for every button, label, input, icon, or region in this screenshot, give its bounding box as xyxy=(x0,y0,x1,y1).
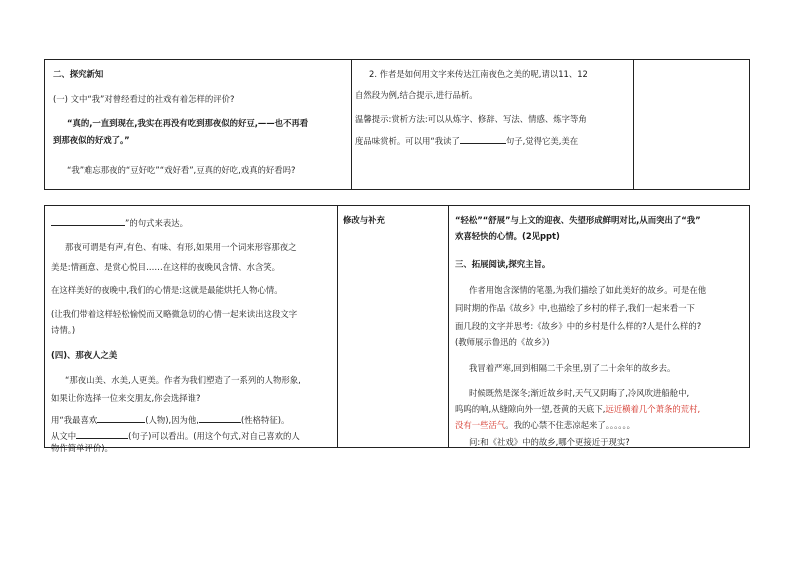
bottom-divider-2 xyxy=(448,206,449,447)
fill-blank-sentence[interactable] xyxy=(460,134,506,144)
fill-blank-sentence-evidence[interactable] xyxy=(76,429,128,439)
quote-line-1: “真的,一直到现在,我实在再没有吃到那夜似的好豆,——也不再看 xyxy=(67,118,309,128)
tip-line-1: 温馨提示:赏析方法:可以从炼字、修辞、写法、情感、炼字等角 xyxy=(355,114,587,124)
hometown-quote-2-l3-text: 。我的心禁不住悲凉起来了。。。。。。 xyxy=(505,420,636,430)
quote-line-2: 到那夜似的好戏了。” xyxy=(53,135,130,145)
evidence-text: (句子)可以看出。(用这个句式,对自己喜欢的人 xyxy=(128,431,300,441)
highlight-desolate-villages: 远近横着几个萧条的荒村, xyxy=(605,404,701,414)
extended-p1-l3: 面几段的文字并思考:《故乡》中的乡村是什么样的?人是什么样的? xyxy=(455,321,702,331)
highlight-no-life: 没有一些活气 xyxy=(455,420,506,430)
extended-p1-l4: (教师展示鲁迅的《故乡》) xyxy=(455,337,550,347)
contrast-line-2: 欢喜轻快的心情。(2见ppt) xyxy=(455,231,560,241)
hometown-quote-2-l2 xyxy=(455,403,700,415)
bottom-table xyxy=(44,205,750,453)
fill-blank-pattern[interactable] xyxy=(51,216,125,226)
favorite-person-mid: (人物),因为他, xyxy=(145,415,199,425)
favorite-person-prefix: 用“我最喜欢 xyxy=(51,415,98,425)
section-heading-explore: 二、探究新知 xyxy=(53,69,104,79)
evidence-line xyxy=(51,429,300,442)
night-beauty-p1-l2: 美是:情画意、是赏心悦目……在这样的夜晚风含情、水含笑。 xyxy=(51,262,280,272)
top-divider-1 xyxy=(351,60,352,189)
contrast-line-1: “轻松”“舒展”与上文的迎夜、失望形成鲜明对比,从而突出了“我” xyxy=(455,215,701,225)
question-1: (一) 文中“我”对曾经看过的社戏有着怎样的评价? xyxy=(53,94,235,104)
tip-line-2-tail: 句子,觉得它美,美在 xyxy=(505,136,579,146)
night-beauty-p1-l1: 那夜可谓是有声,有色、有味、有形,如果用一个词来形容那夜之 xyxy=(65,242,297,252)
sentence-pattern-line xyxy=(51,216,188,229)
extended-p1-l2: 同时期的作品《故乡》中,也描绘了乡村的样子,我们一起来看一下 xyxy=(455,303,695,313)
mood-sentence: 在这样美好的夜晚中,我们的心情是:这就是最能烘托人物心情。 xyxy=(51,285,283,295)
evidence-line-2: 物作简单评价)。 xyxy=(51,443,113,453)
final-question: 问:和《社戏》中的故乡,哪个更接近于现实? xyxy=(469,437,630,447)
fill-blank-person[interactable] xyxy=(97,413,145,423)
sentence-pattern-text: ”的句式来表达。 xyxy=(125,218,188,228)
task-2-line-2: 自然段为例,结合提示,进行品析。 xyxy=(355,90,478,100)
question-2: “我”难忘那夜的“豆好吃”“戏好看”,豆真的好吃,戏真的好看吗? xyxy=(67,165,296,175)
evidence-prefix: 从文中 xyxy=(51,431,77,441)
reading-instruction-l2: 诗情。) xyxy=(51,325,76,335)
top-table xyxy=(44,59,750,190)
section-heading-people: (四)、那夜人之美 xyxy=(51,350,118,360)
fill-blank-trait[interactable] xyxy=(199,413,241,423)
people-p-l1: “那夜山美、水美,人更美。作者为我们塑造了一系列的人物形象, xyxy=(65,375,301,385)
favorite-person-line xyxy=(51,413,289,426)
hometown-quote-2-l3 xyxy=(455,419,635,431)
bottom-divider-1 xyxy=(337,206,338,447)
hometown-quote-1: 我冒着严寒,回到相隔二千余里,别了二十余年的故乡去。 xyxy=(469,363,676,373)
reading-instruction-l1: (让我们带着这样轻松愉悦而又略微急切的心情一起来读出这段文字 xyxy=(51,309,298,319)
task-2-line-1: 2. 作者是如何用文字来传达江南夜色之美的呢,请以11、12 xyxy=(369,69,588,79)
revise-supplement-title: 修改与补充 xyxy=(343,215,385,225)
tip-line-2-text: 度品味赏析。可以用“我读了 xyxy=(355,136,460,146)
top-divider-2 xyxy=(633,60,634,189)
tip-line-2 xyxy=(355,134,578,147)
extended-p1-l1: 作者用饱含深情的笔墨,为我们描绘了如此美好的故乡。可是在他 xyxy=(469,285,707,295)
people-p-l2: 如果让你选择一位来交朋友,你会选择谁? xyxy=(51,393,201,403)
hometown-quote-2-l2-text: 呜呜的响,从缝隙向外一望,苍黄的天底下, xyxy=(455,404,606,414)
favorite-person-suffix: (性格特征)。 xyxy=(240,415,290,425)
section-heading-extended: 三、拓展阅读,探究主旨。 xyxy=(455,259,551,269)
hometown-quote-2-l1: 时候既然是深冬;渐近故乡时,天气又阴晦了,冷风吹进船舱中, xyxy=(469,388,690,398)
